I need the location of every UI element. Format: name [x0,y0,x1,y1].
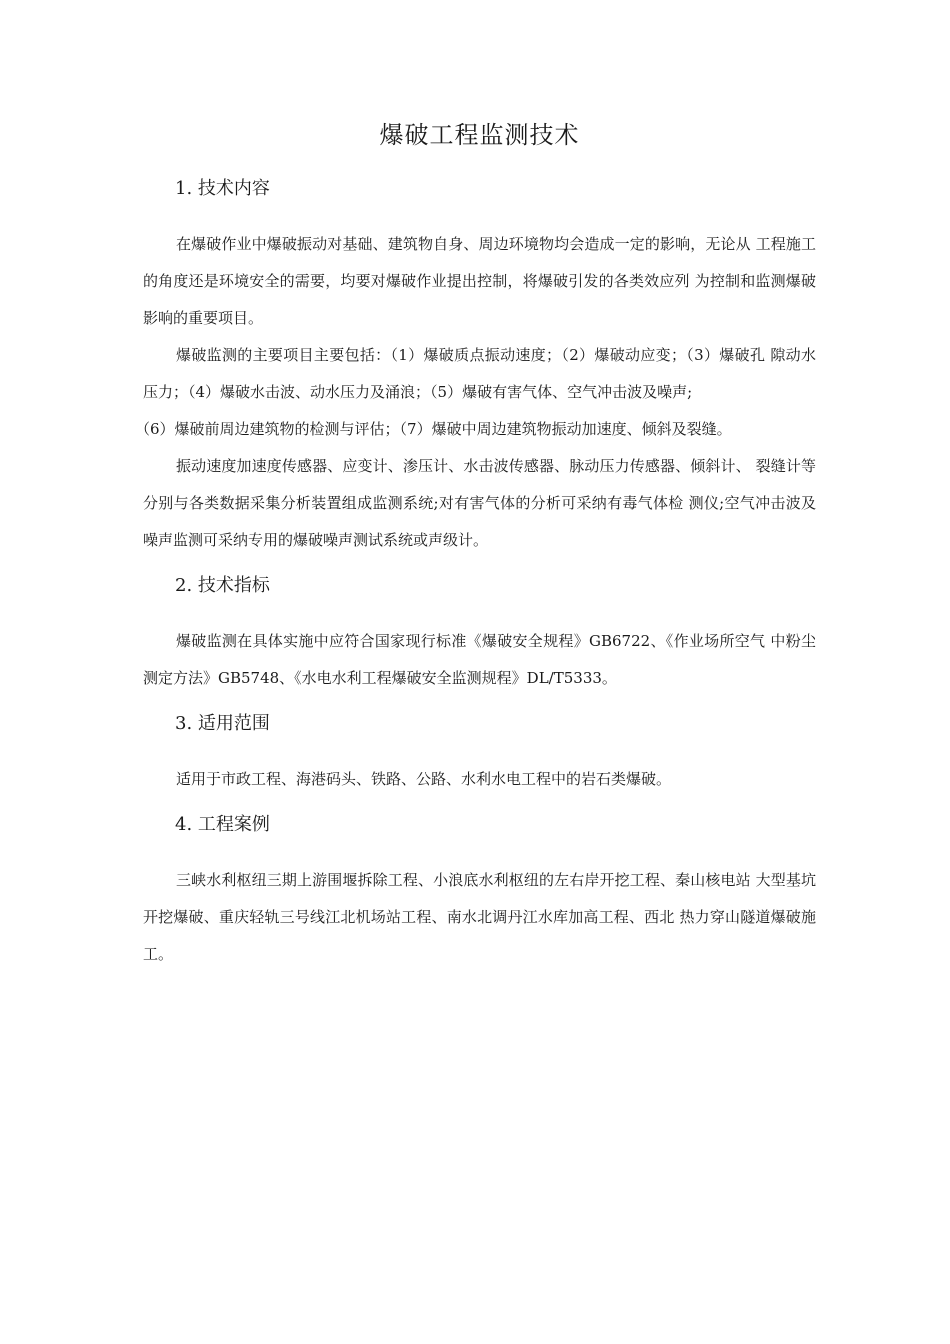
paragraph: 爆破监测在具体实施中应符合国家现行标准《爆破安全规程》GB6722、《作业场所空气 中粉尘测定方法》GB5748、《水电水利工程爆破安全监测规程》DL/T5333。 [143,632,816,687]
paragraph: 在爆破作业中爆破振动对基础、建筑物自身、周边环境物均会造成一定的影响，无论从 工程施工的角度还是环境安全的需要，均要对爆破作业提出控制，将爆破引发的各类效应列 为控制和监测爆破影响的重要项目。 [143,235,816,327]
paragraph: 三峡水利枢纽三期上游围堰拆除工程、小浪底水利枢纽的左右岸开挖工程、秦山核电站 大型基坑开挖爆破、重庆轻轨三号线江北机场站工程、南水北调丹江水库加高工程、西北 热力穿山隧道爆破施工。 [143,871,816,963]
section-technical-indicators [143,573,816,697]
document-title: 爆破工程监测技术 [379,121,580,149]
paragraph: 振动速度加速度传感器、应变计、渗压计、水击波传感器、脉动压力传感器、倾斜计、 裂缝计等分别与各类数据采集分析装置组成监测系统;对有害气体的分析可采纳有毒气体检 测仪;空气冲击波及噪声监测可采纳专用的爆破噪声测试系统或声级计。 [143,457,816,549]
section-scope [143,711,816,798]
section-technical-content [135,176,816,559]
section-heading: 4. 工程案例 [175,814,270,835]
section-heading: 1. 技术内容 [175,178,270,199]
paragraph: （6）爆破前周边建筑物的检测与评估；（7）爆破中周边建筑物振动加速度、倾斜及裂缝。 [135,420,732,438]
section-heading: 3. 适用范围 [175,713,270,734]
section-cases [143,812,816,973]
paragraph: 适用于市政工程、海港码头、铁路、公路、水利水电工程中的岩石类爆破。 [176,770,672,788]
paragraph: 爆破监测的主要项目主要包括：（1）爆破质点振动速度；（2）爆破动应变；（3）爆破孔 隙动水压力；（4）爆破水击波、动水压力及涌浪；（5）爆破有害气体、空气冲击波及噪声; [143,346,816,401]
section-heading: 2. 技术指标 [175,575,270,596]
